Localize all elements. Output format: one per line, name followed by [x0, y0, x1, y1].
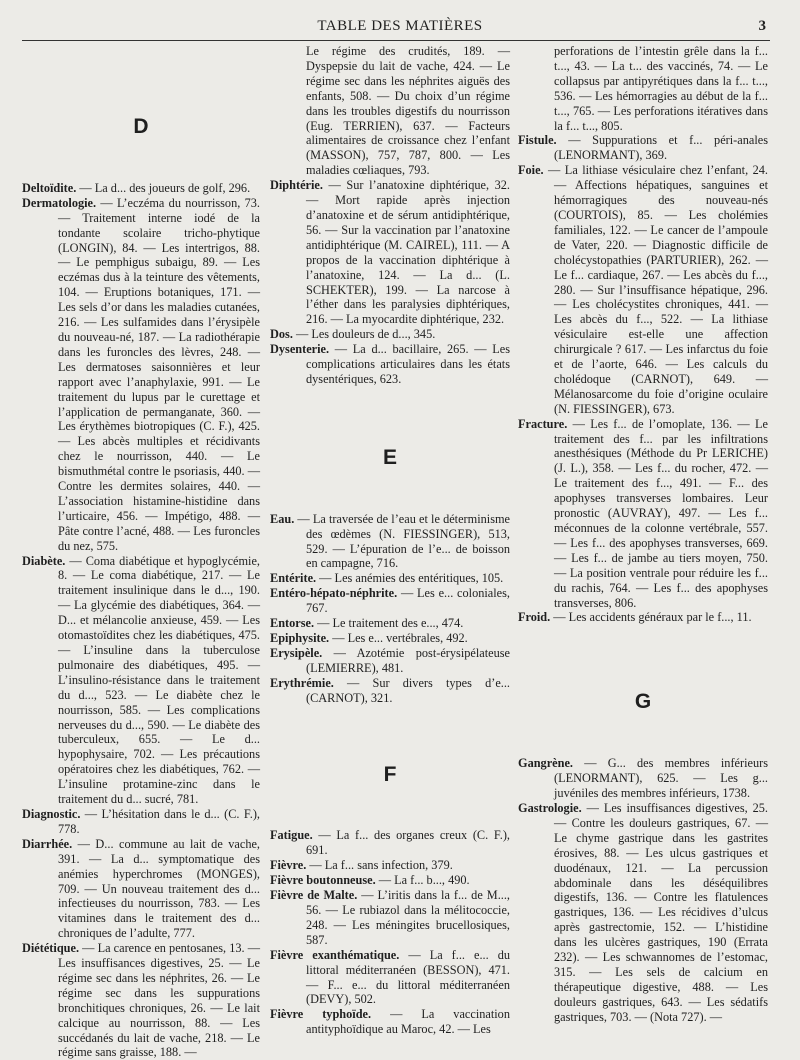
entry-text: — La lithiase vésiculaire chez l’enfant, 24. — Affections hépatiques, sanguines et hémorragiques des nouveau-nés (COURTOIS), 85. — Les cholémies familiales, 122. — Le cancer de l’ampoule de Vater, 220. — Diagnostic difficile de cholécystopathies (PARTURIER), 262. — Le f... cardiaque, 267. — Les abcès du f..., 280. — Sur l’insuffisance hépatique, 296. — Les cholécystites chroniques, 441. — Les abcès du f..., 522. — La lithiase vésiculaire est-elle une affection chirurgicale ? 617. — Les infarctus du foie et de l’aorte, 646. — Les calculs du cholédoque (CARNOT), 649. — Mélanosarcome du foie d’origine oculaire (N. FIESSINGER), 673.: [543, 163, 768, 416]
index-entry: [518, 801, 768, 1025]
entry-keyword: Fièvre exanthématique.: [270, 947, 400, 962]
entry-text: — L’iritis dans la f... de M..., 56. — Le rubiazol dans la mélitococcie, 248. — Les méningites brucellosiques, 587.: [306, 888, 510, 947]
entry-keyword: Diphtérie.: [270, 178, 323, 193]
header-rule: [22, 40, 770, 41]
index-entry: [270, 888, 510, 948]
entry-keyword: Dysenterie.: [270, 342, 330, 357]
entry-text: — La f... b..., 490.: [375, 873, 470, 888]
section-letter: F: [383, 762, 397, 786]
entry-text: — D... commune au lait de vache, 391. — La d... symptomatique des anémies hyperchromes (MONGES), 709. — Un nouveau traitement des d... infectieuses du nourrisson, 783. — Les vitamines dans le traitement des d... chroniques de l’adulte, 777.: [58, 836, 260, 941]
entry-text: — Les e... coloniales, 767.: [306, 586, 510, 616]
index-column-2: [270, 44, 510, 1037]
entry-keyword: Fièvre.: [270, 858, 307, 873]
entry-keyword: Entorse.: [270, 616, 315, 631]
index-entry: [270, 646, 510, 676]
entry-keyword: Diététique.: [22, 941, 80, 956]
entry-text: — La f... sans infection, 379.: [306, 858, 453, 873]
entry-text: — Sur divers types d’e... (CARNOT), 321.: [306, 675, 510, 705]
entry-text: perforations de l’intestin grêle dans la f... t..., 43. — La t... des vaccinés, 74. — Le collapsus par antipyrétiques dans la f... t..., 536. — Les hémorragies au début de la f... t..., 765. — Les perforations itératives dans la f... t..., 805.: [554, 44, 768, 133]
entry-text: — Les anémies des entéritiques, 105.: [316, 571, 504, 586]
index-entry: [270, 178, 510, 327]
entry-text: — Le traitement des e..., 474.: [314, 616, 464, 631]
index-entry: [270, 327, 510, 342]
entry-keyword: Froid.: [518, 610, 551, 625]
entry-keyword: Fièvre de Malte.: [270, 888, 358, 903]
entry-keyword: Gangrène.: [518, 756, 573, 771]
section-spacer: [270, 387, 510, 451]
entry-text: — La d... bacillaire, 265. — Les complications articulaires dans les états dysentériques, 623.: [306, 342, 510, 386]
entry-keyword: Dos.: [270, 327, 293, 342]
section-spacer: [22, 135, 260, 181]
index-entry: [270, 858, 510, 873]
entry-text: — Les accidents généraux par le f..., 11.: [550, 610, 752, 625]
section-spacer: [270, 782, 510, 828]
index-entry: [270, 676, 510, 706]
entry-keyword: Diabète.: [22, 553, 66, 568]
index-entry: [518, 417, 768, 611]
index-entry: [270, 512, 510, 572]
entry-text: — L’hésitation dans le d... (C. F.), 778.: [58, 806, 260, 836]
entry-text: — La traversée de l’eau et le déterminisme des œdèmes (N. FIESSINGER), 513, 529. — L’épuration de l’e... de boisson en campagne, 716.: [294, 511, 510, 571]
entry-keyword: Entérite.: [270, 571, 317, 586]
entry-text: — Les douleurs de d..., 345.: [292, 327, 436, 342]
section-spacer: [518, 710, 768, 756]
entry-keyword: Entéro-hépato-néphrite.: [270, 586, 398, 601]
entry-text: — L’eczéma du nourrisson, 73. — Traitement interne iodé de la tondante scolaire tricho-phytique (LONGIN), 84. — Les intertrigos, 88. — Le pemphigus subaigu, 89. — Les eczémas dus à la teinture des vêtements, 104. — Eruptions botaniques, 171. — Les sels d’or dans les maladies cutanées, 216. — Les sulfamides dans l’érysipèle du nouveau-né, 187. — La radiothérapie dans les furoncles des lèvres, 248. — Les dermatoses saisonnières et leur rapport avec l’anaphylaxie, 991. — Le traitement du lupus par le curettage et l’application de permanganate, 360. — Les érythèmes biotropiques (C. F.), 425. — Les abcès multiples et récidivants chez le nourrisson, 440. — Le bismuthmétal contre le psoriasis, 440. — Contre les dermites solaires, 440. — L’association histamine-histidine dans l’urticaire, 456. — Impétigo, 488. — Pâte contre l’acné, 488. — Les furoncles du nez, 575.: [58, 195, 260, 553]
section-letter: G: [634, 690, 652, 714]
entry-text: — La vaccination antityphoïdique au Maroc, 42. — Les: [306, 1007, 510, 1037]
index-entry: [270, 342, 510, 387]
entry-text: — Les e... vertébrales, 492.: [329, 631, 468, 645]
entry-text: — La d... des joueurs de golf, 296.: [76, 180, 251, 195]
entry-text: — Azotémie post-érysipélateuse (LEMIERRE), 481.: [306, 645, 510, 675]
entry-text: Le régime des crudités, 189. — Dyspepsie du lait de vache, 424. — Le régime sec dans les néphrites aiguës des enfants, 508. — Du choix d’un régime dans les troubles digestifs du nourrisson (Eug. TERRIEN), 637. — Facteurs alimentaires de croissance chez l’enfant (MASSON), 757, 787, 800. — Les maladies cœliaques, 793.: [306, 44, 510, 178]
entry-text: — Suppurations et f... péri-anales (LENORMANT), 369.: [554, 133, 768, 163]
entry-text: — La f... e... du littoral méditerranéen (BESSON), 471. — F... e... du littoral méditerranéen (DEVY), 502.: [306, 947, 511, 1007]
index-entry: [270, 571, 510, 586]
section-spacer: [270, 466, 510, 512]
entry-text: — La f... des organes creux (C. F.), 691.: [306, 828, 510, 858]
entry-keyword: Fracture.: [518, 416, 568, 431]
entry-keyword: Epiphysite.: [270, 631, 330, 645]
entry-keyword: Diarrhée.: [22, 836, 73, 851]
index-entry: [270, 631, 510, 646]
entry-keyword: Erysipèle.: [270, 645, 323, 660]
entry-keyword: Gastrologie.: [518, 800, 582, 815]
index-entry: [518, 133, 768, 163]
page-title: TABLE DES MATIÈRES: [317, 18, 483, 34]
index-entry: [22, 941, 260, 1060]
section-spacer: [270, 706, 510, 768]
entry-text: — Les f... de l’omoplate, 136. — Le traitement des f... par les infiltrations anesthésiques (Méthode du Pr LERICHE) (J. L.), 358. — Les f... du rocher, 472. — Le traitement des f..., 491. — F... des apophyses transverses lombaires. Leur pronostic (AUVRAY), 497. — Les f... méconnues de la colonne vertébrale, 557. — Les f... des apophyses transverses, 669. — Les f... de jambe au tiers moyen, 750. — La position ventrale pour réduire les f... du rachis, 764. — Les f... des apophyses transverses, 806.: [554, 416, 768, 610]
index-entry: [270, 948, 510, 1008]
index-entry: [270, 828, 510, 858]
index-entry: [22, 807, 260, 837]
index-entry: [22, 554, 260, 807]
entry-keyword: Fièvre typhoïde.: [270, 1007, 372, 1022]
entry-keyword: Erythrémie.: [270, 675, 334, 690]
entry-keyword: Diagnostic.: [22, 806, 81, 821]
index-entry: [22, 181, 260, 196]
index-entry: [518, 44, 768, 133]
index-entry: [270, 44, 510, 178]
page-header: [0, 18, 800, 40]
entry-text: — Sur l’anatoxine diphtérique, 32. — Mort rapide après injection d’anatoxine et de sérum antidiphtérique, 56. — Sur la vaccination par l’anatoxine antidiphtérique (M. CAIREL), 111. — A propos de la vaccination diphtérique à l’anatoxine, 124. — La d... (L. SCHEKTER), 199. — La narcose à l’éther dans les paralysies diphtériques, 216. — La myocardite diphtérique, 232.: [306, 178, 510, 327]
section-letter: D: [133, 115, 149, 138]
entry-keyword: Eau.: [270, 511, 295, 526]
section-spacer: [22, 44, 260, 120]
index-entry: [518, 163, 768, 416]
index-entry: [22, 837, 260, 941]
index-entry: [518, 610, 768, 625]
index-entry: [270, 873, 510, 888]
entry-keyword: Deltoïdite.: [22, 180, 77, 195]
index-entry: [518, 756, 768, 801]
index-entry: [270, 586, 510, 616]
entry-text: — La carence en pentosanes, 13. — Les insuffisances digestives, 25. — Le régime sec dans les néphrites, 26. — Le régime sec dans les suppurations bronchitiques chroniques, 26. — Le lait calcique au nourrisson, 88. — Les succédanés du lait de vache, 218. — Le régime sans graisse, 188. —: [58, 941, 260, 1060]
entry-text: — Les insuffisances digestives, 25. — Contre les douleurs gastriques, 67. — Le chyme gastrique dans les gastrites érosives, 88. — Les ulcus gastriques et duodénaux, 121. — La percussion abdominale dans les déséquilibres digestifs, 136. — Contre les flatulences gastriques, 136. — Les récidives d’ulcus après gastrectomie, 152. — L’histidine dans les ulcères gastriques, 190 (Errata 232). — Les schwannomes de l’estomac, 315. — Les sels de calcium en thérapeutique digestive, 488. — Les douleurs gastriques, 643. — Les sédatifs gastriques, 703. — (Nota 727). —: [554, 800, 768, 1024]
index-column-3: [518, 44, 768, 1025]
index-entry: [270, 1007, 510, 1037]
entry-keyword: Fatigue.: [270, 828, 313, 843]
entry-keyword: Fièvre boutonneuse.: [270, 873, 376, 888]
entry-text: — G... des membres inférieurs (LENORMANT), 625. — Les g... juvéniles des membres inférieurs, 1738.: [554, 756, 768, 801]
entry-keyword: Dermatologie.: [22, 195, 97, 210]
entry-keyword: Foie.: [518, 163, 544, 178]
section-letter: E: [382, 445, 397, 469]
index-entry: [22, 196, 260, 554]
section-spacer: [518, 625, 768, 695]
entry-keyword: Fistule.: [518, 133, 557, 148]
page-number: 3: [758, 18, 766, 34]
index-column-1: [22, 44, 260, 1060]
index-entry: [270, 616, 510, 631]
entry-text: — Coma diabétique et hypoglycémie, 8. — Le coma diabétique, 217. — Le traitement insulinique dans le d..., 190. — La glycémie des diabétiques, 364. — D... et mélancolie anxieuse, 459. — Les otomastoïdites chez les diabétiques, 475. — L’insuline dans la tuberculose pulmonaire des diabétiques, 495. — L’insulino-résistance dans le traitement du d..., 523. — Le diabète chez le nourrisson, 585. — Les complications nerveuses du d..., 590. — Le diabète des tuberculeux, 655. — Le d... hypophysaire, 702. — Les précautions opératoires chez les diabétiques, 762. — L’insuline protamine-zinc dans le traitement du d... sucré, 781.: [58, 553, 260, 807]
